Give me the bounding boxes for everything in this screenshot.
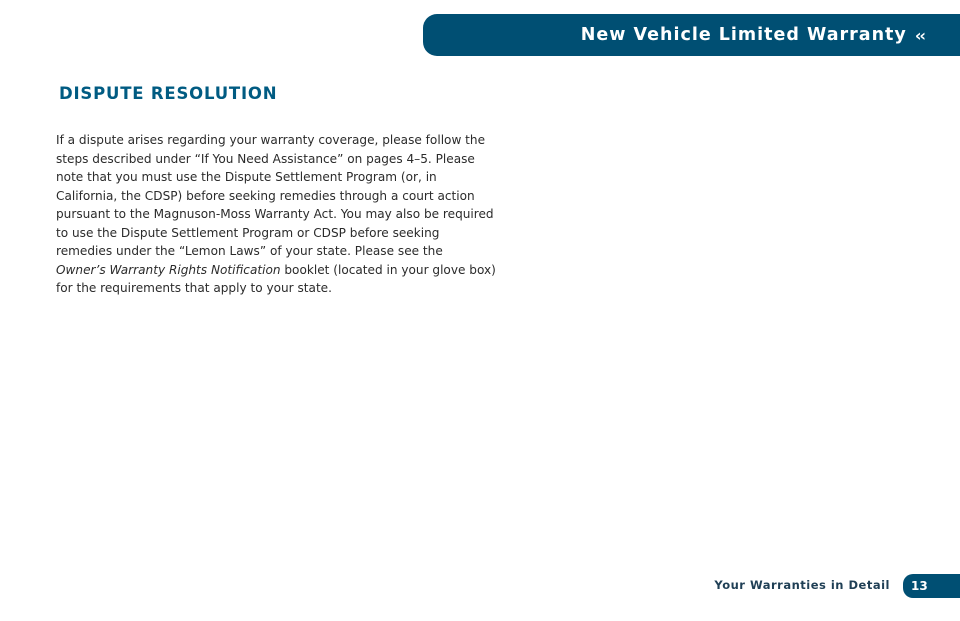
page-number: 13 (911, 579, 928, 593)
section-paragraph (56, 131, 496, 298)
paragraph-booklet-title: Owner’s Warranty Rights Notification (56, 262, 281, 277)
chevron-left-icon: ‹‹ (914, 25, 924, 45)
section-heading: DISPUTE RESOLUTION (59, 84, 278, 103)
footer-section-label: Your Warranties in Detail (714, 578, 890, 592)
page-number-tab (903, 574, 960, 598)
paragraph-text-part1: If a dispute arises regarding your warranty coverage, please follow the steps described under “If You Need Assistance” on pages 4–5. Please note that you must use the Dispute Settlement Program (or, in California, the CDSP) before seeking remedies through a court action pursuant to the Magnuson-Moss Warranty Act. You may also be required to use the Dispute Settlement Program or CDSP before seeking remedies under the “Lemon Laws” of your state. Please see the (56, 133, 494, 258)
header-title: New Vehicle Limited Warranty (580, 25, 907, 45)
paragraph-text-part2: booklet (located in your glove box) for the requirements that apply to your state. (56, 262, 496, 295)
header-banner (423, 14, 960, 56)
